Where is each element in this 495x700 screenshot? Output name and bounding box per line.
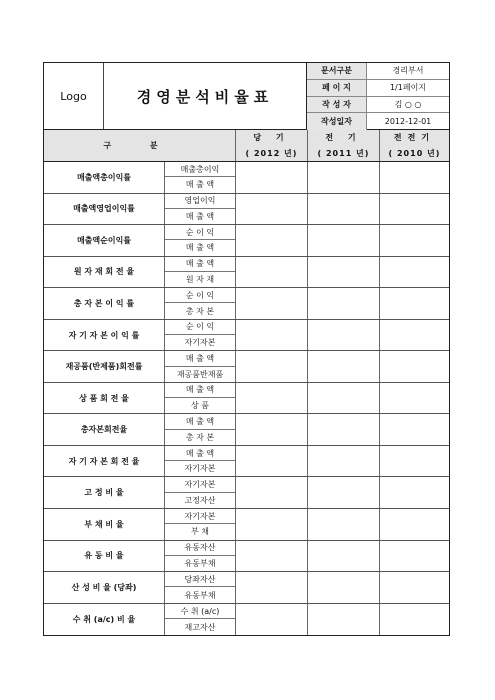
ratio-formula: [164, 194, 236, 225]
table-row: [44, 541, 449, 573]
current-period-cell[interactable]: [236, 541, 308, 572]
period-name: 전전기: [393, 133, 436, 142]
period-name: 당 기: [253, 133, 290, 142]
period-name: 전 기: [325, 133, 362, 142]
ratio-numerator: 영업이익: [165, 194, 235, 209]
ratio-name: 총자본회전율: [80, 425, 128, 435]
table-row: [44, 383, 449, 415]
table-row: [44, 162, 449, 194]
current-period-cell[interactable]: [236, 414, 308, 445]
period-year: ( 2010 년): [388, 149, 441, 158]
current-period-cell[interactable]: [236, 383, 308, 414]
current-period-cell[interactable]: [236, 604, 308, 636]
ratio-numerator: 유동자산: [165, 541, 235, 556]
two-periods-ago-cell[interactable]: [380, 509, 449, 540]
previous-period-cell[interactable]: [308, 414, 380, 445]
current-period-cell[interactable]: [236, 509, 308, 540]
column-header-row: [44, 130, 449, 162]
ratio-formula: [164, 446, 236, 477]
previous-period-cell[interactable]: [308, 541, 380, 572]
ratio-denominator: 재공품반재품: [176, 369, 224, 379]
page-title: 경영분석비율표: [104, 63, 307, 129]
two-periods-ago-cell[interactable]: [380, 225, 449, 256]
ratio-numerator: 매출총이익: [165, 162, 235, 177]
ratio-formula: [164, 414, 236, 445]
ratio-numerator: 자기자본: [165, 509, 235, 524]
ratio-numerator: 매 출 액: [165, 446, 235, 461]
table-row: [44, 604, 449, 636]
ratio-denominator: 매 출 액: [185, 180, 215, 190]
info-row-author: [307, 97, 449, 114]
ratio-formula: [164, 477, 236, 508]
ratio-numerator: 매 출 액: [165, 351, 235, 366]
current-period-cell[interactable]: [236, 446, 308, 477]
info-value: 1/1페이지: [389, 83, 427, 93]
ratio-name: 매출액순이익률: [76, 235, 132, 245]
ratio-formula: [164, 541, 236, 572]
ratio-formula: [164, 320, 236, 351]
column-header-previous-period: [308, 130, 380, 161]
ratio-denominator: 유동부채: [184, 590, 216, 600]
previous-period-cell[interactable]: [308, 572, 380, 603]
table-row: [44, 288, 449, 320]
table-row: [44, 477, 449, 509]
ratio-formula: [164, 162, 236, 193]
info-value: 경리부서: [392, 66, 424, 76]
ratio-name: 부 채 비 율: [84, 519, 124, 529]
info-row-page: [307, 80, 449, 97]
ratio-denominator: 총 자 본: [185, 306, 215, 316]
ratio-numerator: 매 출 액: [165, 414, 235, 429]
table-row: [44, 194, 449, 226]
previous-period-cell[interactable]: [308, 257, 380, 288]
ratio-denominator: 재고자산: [184, 622, 216, 632]
table-row: [44, 446, 449, 478]
ratio-denominator: 매 출 액: [185, 243, 215, 253]
ratio-name: 자 기 자 본 이 익 률: [68, 330, 140, 340]
previous-period-cell[interactable]: [308, 225, 380, 256]
two-periods-ago-cell[interactable]: [380, 257, 449, 288]
ratio-name: 유 동 비 율: [84, 551, 124, 561]
two-periods-ago-cell[interactable]: [380, 414, 449, 445]
previous-period-cell[interactable]: [308, 194, 380, 225]
two-periods-ago-cell[interactable]: [380, 162, 449, 193]
info-key: 작 성 자: [307, 97, 367, 113]
ratio-name: 총 자 본 이 익 률: [73, 298, 135, 308]
ratio-formula: [164, 257, 236, 288]
document-info-box: [307, 63, 449, 129]
table-row: [44, 572, 449, 604]
ratio-denominator: 상 품: [191, 401, 209, 411]
ratio-denominator: 유동부채: [184, 558, 216, 568]
ratio-denominator: 고정자산: [184, 495, 216, 505]
ratio-formula: [164, 288, 236, 319]
previous-period-cell[interactable]: [308, 320, 380, 351]
previous-period-cell[interactable]: [308, 477, 380, 508]
period-year: ( 2011 년): [317, 149, 370, 158]
ratio-denominator: 자기자본: [184, 464, 216, 474]
info-row-doc-type: [307, 63, 449, 80]
info-key: 작성일자: [307, 113, 367, 130]
ratio-formula: [164, 225, 236, 256]
info-key: 페 이 지: [307, 80, 367, 96]
ratio-denominator: 자기자본: [184, 338, 216, 348]
info-value: 김 ○ ○: [394, 99, 422, 109]
ratio-name: 원 자 재 회 전 율: [73, 267, 135, 277]
ratio-formula: [164, 509, 236, 540]
ratio-name: 재공품(반제품)회전률: [65, 362, 143, 372]
table-row: [44, 320, 449, 352]
ratio-name: 자 기 자 본 회 전 율: [68, 456, 140, 466]
column-header-current-period: [236, 130, 308, 161]
ratio-name: 매출액영업이익률: [73, 204, 135, 214]
ratio-numerator: 자기자본: [165, 477, 235, 492]
ratio-name: 산 성 비 율 (당좌): [71, 582, 137, 592]
info-row-date: [307, 113, 449, 130]
two-periods-ago-cell[interactable]: [380, 477, 449, 508]
ratio-name: 매출액총이익률: [76, 172, 132, 182]
ratio-numerator: 당좌자산: [165, 572, 235, 587]
current-period-cell[interactable]: [236, 351, 308, 382]
period-year: ( 2012 년): [245, 149, 298, 158]
ratio-denominator: 총 자 본: [185, 432, 215, 442]
previous-period-cell[interactable]: [308, 509, 380, 540]
table-row: [44, 351, 449, 383]
previous-period-cell[interactable]: [308, 288, 380, 319]
document-header: [44, 63, 449, 130]
current-period-cell[interactable]: [236, 572, 308, 603]
column-header-category: 구 분: [44, 130, 236, 161]
previous-period-cell[interactable]: [308, 351, 380, 382]
two-periods-ago-cell[interactable]: [380, 288, 449, 319]
two-periods-ago-cell[interactable]: [380, 351, 449, 382]
ratio-denominator: 부 채: [191, 527, 209, 537]
two-periods-ago-cell[interactable]: [380, 320, 449, 351]
ratio-table-sheet: [43, 62, 450, 636]
two-periods-ago-cell[interactable]: [380, 383, 449, 414]
ratio-formula: [164, 383, 236, 414]
current-period-cell[interactable]: [236, 225, 308, 256]
previous-period-cell[interactable]: [308, 446, 380, 477]
table-row: [44, 257, 449, 289]
logo: Logo: [44, 63, 104, 129]
current-period-cell[interactable]: [236, 288, 308, 319]
two-periods-ago-cell[interactable]: [380, 604, 449, 636]
ratio-name: 상 품 회 전 율: [79, 393, 129, 403]
previous-period-cell[interactable]: [308, 604, 380, 636]
ratio-numerator: 순 이 익: [165, 225, 235, 240]
ratio-numerator: 매 출 액: [165, 383, 235, 398]
ratio-name: 고 정 비 율: [84, 488, 124, 498]
ratio-rows: [44, 162, 449, 635]
table-row: [44, 509, 449, 541]
info-key: 문서구분: [307, 63, 367, 79]
current-period-cell[interactable]: [236, 477, 308, 508]
previous-period-cell[interactable]: [308, 162, 380, 193]
table-row: [44, 414, 449, 446]
current-period-cell[interactable]: [236, 162, 308, 193]
ratio-numerator: 수 취 (a/c): [165, 604, 235, 620]
two-periods-ago-cell[interactable]: [380, 194, 449, 225]
current-period-cell[interactable]: [236, 194, 308, 225]
ratio-formula: [164, 572, 236, 603]
ratio-denominator: 매 출 액: [185, 211, 215, 221]
current-period-cell[interactable]: [236, 320, 308, 351]
column-header-two-periods-ago: [380, 130, 449, 161]
ratio-formula: [164, 351, 236, 382]
table-row: [44, 225, 449, 257]
ratio-formula: [164, 604, 236, 636]
ratio-numerator: 순 이 익: [165, 320, 235, 335]
two-periods-ago-cell[interactable]: [380, 541, 449, 572]
previous-period-cell[interactable]: [308, 383, 380, 414]
ratio-name: 수 취 (a/c) 비 율: [72, 614, 136, 624]
ratio-numerator: 매 출 액: [165, 257, 235, 272]
info-value: 2012-12-01: [384, 117, 432, 127]
two-periods-ago-cell[interactable]: [380, 572, 449, 603]
ratio-denominator: 원 자 재: [185, 275, 215, 285]
current-period-cell[interactable]: [236, 257, 308, 288]
two-periods-ago-cell[interactable]: [380, 446, 449, 477]
ratio-numerator: 순 이 익: [165, 288, 235, 303]
